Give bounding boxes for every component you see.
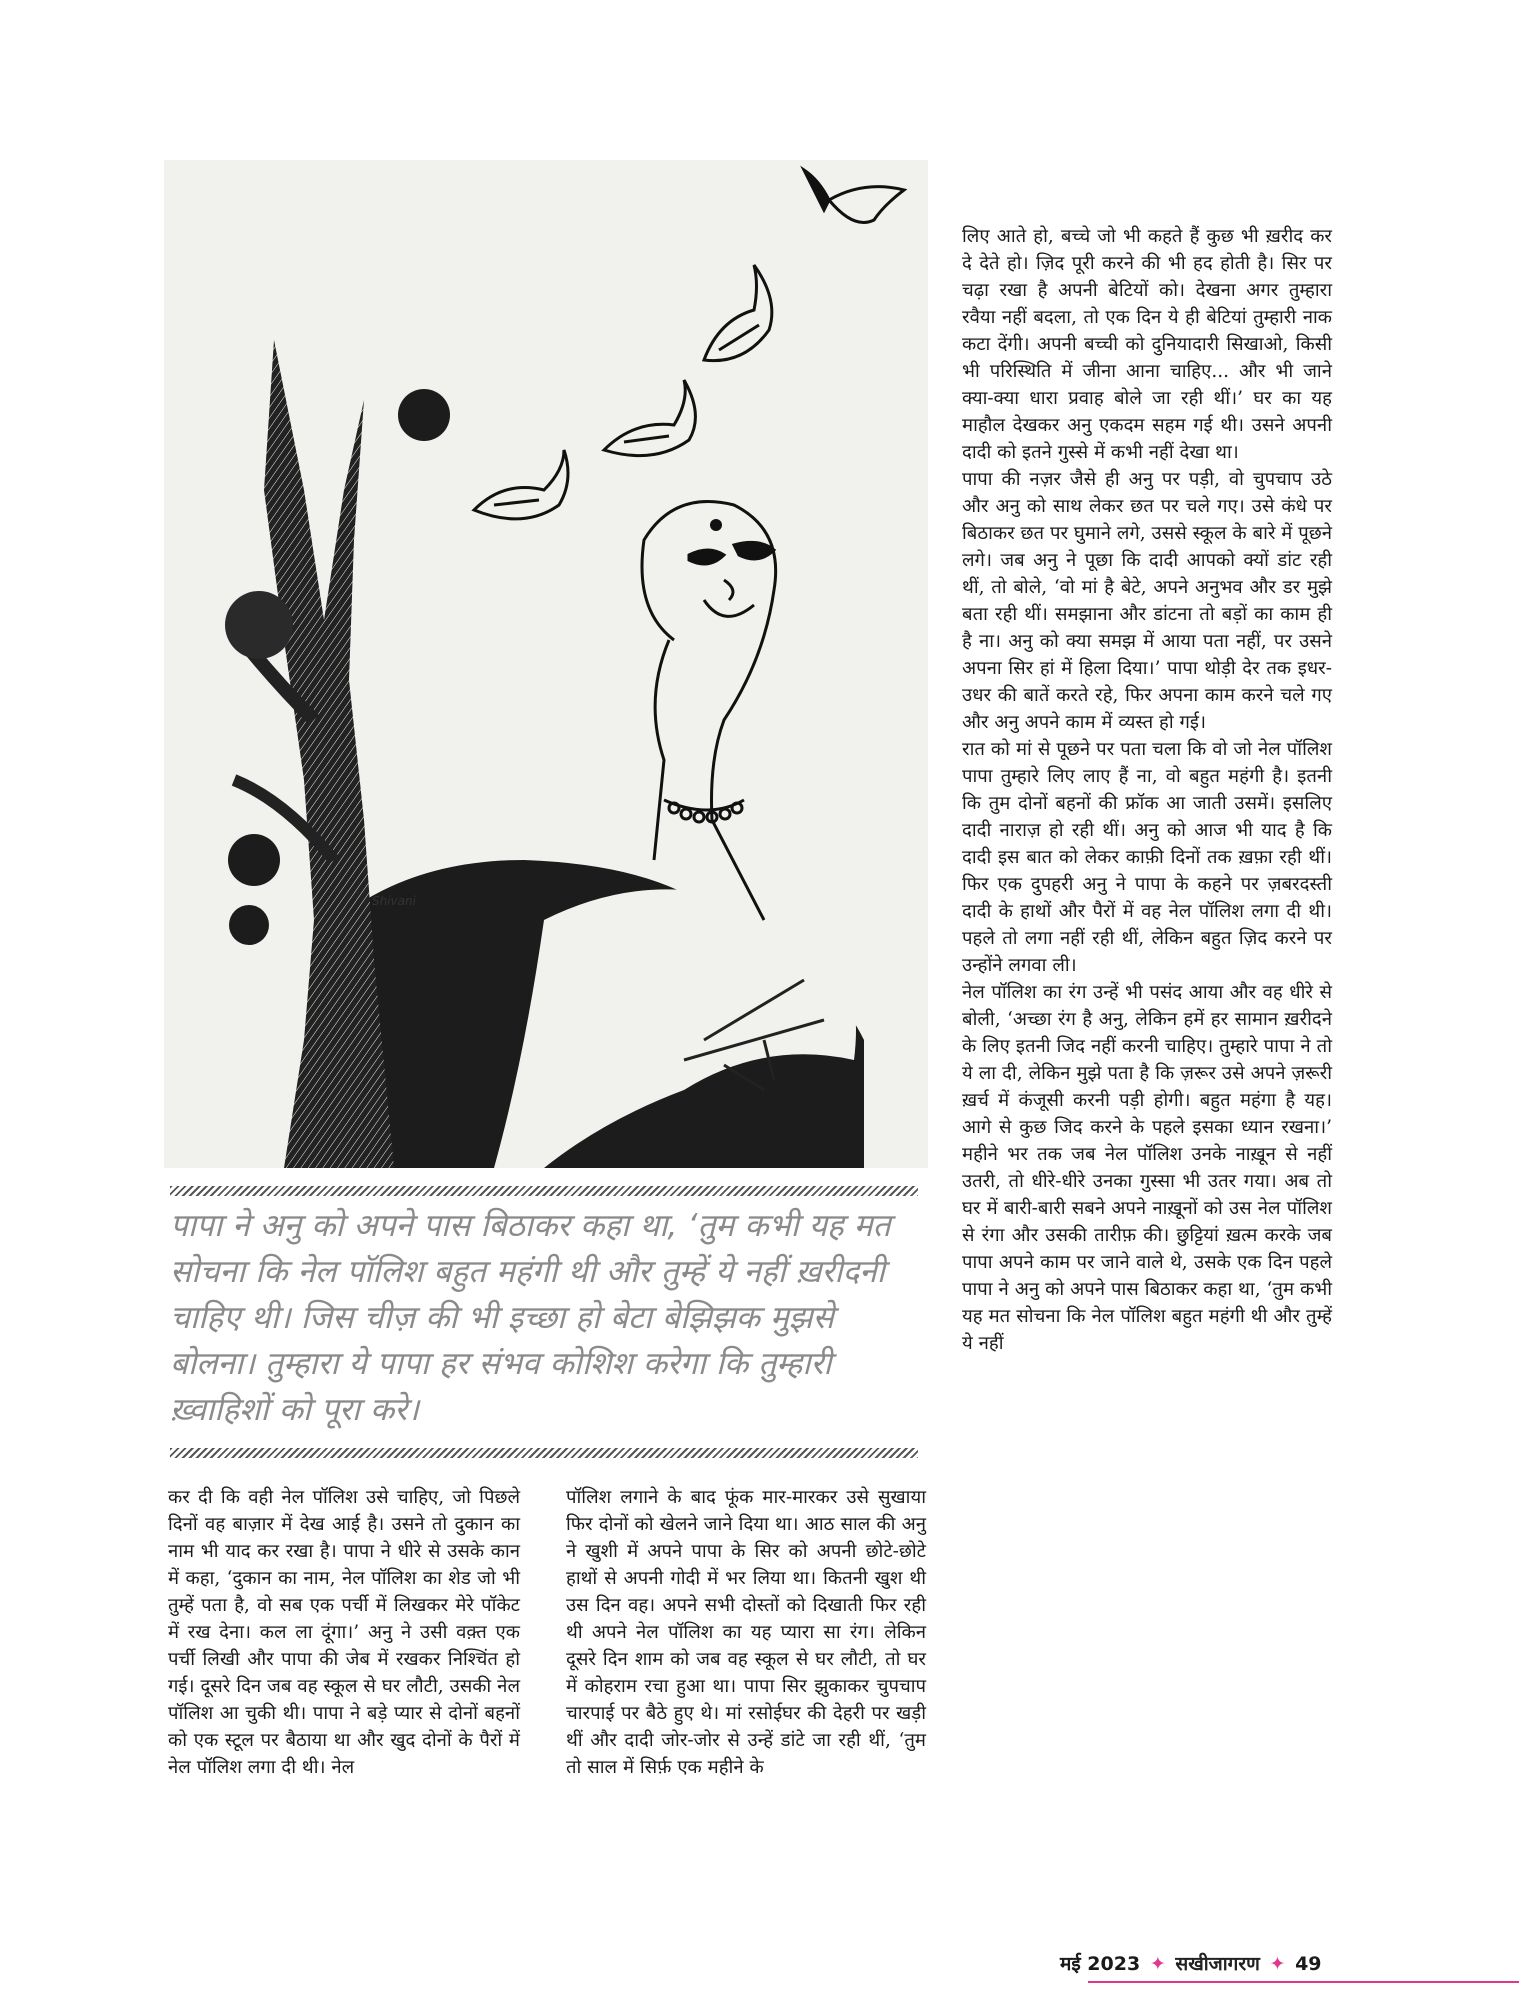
page-number: 49	[1295, 1953, 1322, 1975]
artist-signature: Shivani	[372, 894, 416, 908]
woman-face	[642, 502, 776, 920]
fish-bird-2	[604, 380, 695, 456]
body-column-middle: पॉलिश लगाने के बाद फूंक मार-मारकर उसे सुखाया फिर दोनों को खेलने जाने दिया था। आठ साल की अनु ने खुशी में अपने पापा के सिर को अपनी छोटे-छोटे हाथों से अपनी गोदी में भर लिया था। कितनी खुश थी उस दिन वह। अपने सभी दोस्तों को दिखाती फिर रही थी अपने नेल पॉलिश का यह प्यारा सा रंग। लेकिन दूसरे दिन शाम को जब वह स्कूल से घर लौटी, तो घर में कोहराम रचा हुआ था। पापा सिर झुकाकर चुपचाप चारपाई पर बैठे हुए थे। मां रसोईघर की देहरी पर खड़ी थीं और दादी जोर-जोर से उन्हें डांटे जा रही थीं, ‘तुम तो साल में सिर्फ़ एक महीने के	[566, 1487, 926, 1778]
body-column-left: कर दी कि वही नेल पॉलिश उसे चाहिए, जो पिछले दिनों वह बाज़ार में देख आई है। उसने तो दुकान का नाम भी याद कर रखा है। पापा ने धीरे से उसके कान में कहा, ‘दुकान का नाम, नेल पॉलिश का शेड जो भी तुम्हें पता है, वो सब एक पर्ची में लिखकर मेरे पॉकेट में रख देना। कल ला दूंगा।’ अनु ने उसी वक़्त एक पर्ची लिखी और पापा की जेब में रखकर निश्चिंत हो गई। दूसरे दिन जब वह स्कूल से घर लौटी, उसकी नेल पॉलिश आ चुकी थी। पापा ने बड़े प्यार से दोनों बहनों को एक स्टूल पर बैठाया था और खुद दोनों के पैरों में नेल पॉलिश लगा दी थी। नेल	[168, 1487, 520, 1778]
star-icon: ✦	[1149, 1953, 1166, 1975]
star-icon: ✦	[1269, 1953, 1286, 1975]
story-illustration	[164, 160, 928, 1168]
fish-bird-4	[804, 170, 904, 223]
body-column-right: लिए आते हो, बच्चे जो भी कहते हैं कुछ भी ख़रीद कर दे देते हो। ज़िद पूरी करने की भी हद होती है। सिर पर चढ़ा रखा है अपनी बेटियों को। देखना अगर तुम्हारा रवैया नहीं बदला, तो एक दिन ये ही बेटियां तुम्हारी नाक कटा देंगी। अपनी बच्ची को दुनियादारी सिखाओ, किसी भी परिस्थिति में जीना आना चाहिए... और भी जाने क्या-क्या धारा प्रवाह बोले जा रही थीं।’ घर का यह माहौल देखकर अनु एकदम सहम गई थी। उसने अपनी दादी को इतने गुस्से में कभी नहीं देखा था। पापा की नज़र जैसे ही अनु पर पड़ी, वो चुपचाप उठे और अनु को साथ लेकर छत पर चले गए। उसे कंधे पर बिठाकर छत पर घुमाने लगे, उससे स्कूल के बारे में पूछने लगे। जब अनु ने पूछा कि दादी आपको क्यों डांट रही थीं, तो बोले, ‘वो मां है बेटे, अपने अनुभव और डर मुझे बता रही थीं। समझाना और डांटना तो बड़ों का काम ही है ना। अनु को क्या समझ में आया पता नहीं, पर उसने अपना सिर हां में हिला दिया।’ पापा थोड़ी देर तक इधर-उधर की बातें करते रहे, फिर अपना काम करने चले गए और अनु अपने काम में व्यस्त हो गई। रात को मां से पूछने पर पता चला कि वो जो नेल पॉलिश पापा तुम्हारे लिए लाए हैं ना, वो बहुत महंगी है। इतनी कि तुम दोनों बहनों की फ्रॉक आ जाती उसमें। इसलिए दादी नाराज़ हो रही थीं। अनु को आज भी याद है कि दादी इस बात को लेकर काफ़ी दिनों तक ख़फ़ा रही थीं। फिर एक दुपहरी अनु ने पापा के कहने पर ज़बरदस्ती दादी के हाथों और पैरों में वह नेल पॉलिश लगा दी थी। पहले तो लगा नहीं रही थीं, लेकिन बहुत ज़िद करने पर उन्होंने लगवा ली। नेल पॉलिश का रंग उन्हें भी पसंद आया और वह धीरे से बोली, ‘अच्छा रंग है अनु, लेकिन हमें हर सामान ख़रीदने के लिए इतनी जिद नहीं करनी चाहिए। तुम्हारे पापा ने तो ये ला दी, लेकिन मुझे पता है कि ज़रूर उसे अपने ज़रूरी ख़र्च में कंजूसी करनी पड़ी होगी। बहुत महंगा है यह। आगे से कुछ जिद करने के पहले इसका ध्यान रखना।’ महीने भर तक जब नेल पॉलिश उनके नाख़ून से नहीं उतरी, तो धीरे-धीरे उनका गुस्सा भी उतर गया। अब तो घर में बारी-बारी सबने अपने नाख़ूनों को उस नेल पॉलिश से रंगा और उसकी तारीफ़ की। छुट्टियां ख़त्म करके जब पापा अपने काम पर जाने वाले थे, उसके एक दिन पहले पापा ने अनु को अपने पास बिठाकर कहा था, ‘तुम कभी यह मत सोचना कि नेल पॉलिश बहुत महंगी थी और तुम्हें ये नहीं	[962, 226, 1332, 1354]
footer-date: मई 2023	[1060, 1953, 1141, 1975]
pullquote-top-rule	[170, 1186, 918, 1196]
ink-drawing	[164, 160, 928, 1168]
fish-bird-3	[704, 265, 772, 361]
tree-trunk	[264, 340, 394, 1168]
page-footer	[1060, 1950, 1322, 1976]
pullquote-bottom-rule	[170, 1448, 918, 1458]
fish-bird-1	[474, 450, 568, 519]
footer-accent-rule	[1088, 1981, 1519, 1983]
pull-quote: पापा ने अनु को अपने पास बिठाकर कहा था, ‘तुम कभी यह मत सोचना कि नेल पॉलिश बहुत महंगी थी और तुम्हें ये नहीं ख़रीदनी चाहिए थी। जिस चीज़ की भी इच्छा हो बेटा बेझिझक मुझसे बोलना। तुम्हारा ये पापा हर संभव कोशिश करेगा कि तुम्हारी ख़्वाहिशों को पूरा करे।	[170, 1208, 891, 1428]
magazine-name: सखीजागरण	[1175, 1953, 1260, 1975]
